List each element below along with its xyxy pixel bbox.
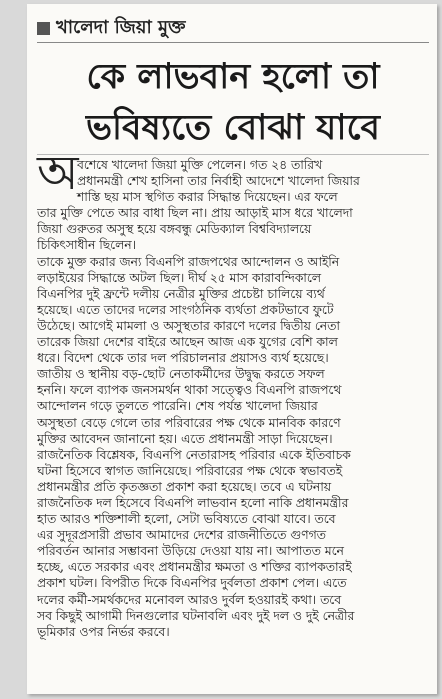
- article-line: প্রধানমন্ত্রী শেখ হাসিনা তার নির্বাহী আদেশে খালেদা জিয়ার: [77, 174, 360, 189]
- article-line: বশেষে খালেদা জিয়া মুক্তি পেলেন। গত ২৪ তারিখ: [77, 158, 323, 172]
- headline: [35, 52, 431, 154]
- article-line: ধরে। বিদেশ থেকে তার দল পরিচালনার প্রয়াসও ব্যর্থ হয়েছে।: [37, 351, 329, 366]
- article-line: আন্দোলন গড়ে তুলতে পারেনি। শেষ পর্যন্ত খালেদা জিয়ার: [37, 399, 318, 414]
- headline-line-2: ভবিষ্যতে বোঝা যাবে: [85, 108, 381, 148]
- article-line: এর সুদূরপ্রসারী প্রভাব আমাদের দেশের রাজনীতিতে গুণগত: [37, 528, 326, 543]
- article-line: সব কিছুই আগামী দিনগুলোর ঘটনাবলি এবং দুই দল ও দুই নেত্রীর: [37, 608, 355, 623]
- article-line: তাকে মুক্ত করার জন্য বিএনপি রাজপথের আন্দোলন ও আইনি: [37, 254, 340, 269]
- headline-divider: [37, 154, 429, 155]
- article-line: মুক্তির আবেদন জানানো হয়। এতে প্রধানমন্ত্রী সাড়া দিয়েছেন।: [37, 431, 333, 446]
- article-line: ভূমিকার ওপর নির্ভর করবে।: [37, 624, 170, 639]
- article-line: প্রকাশ ঘটল। বিপরীত দিকে বিএনপির দুর্বলতা প্রকাশ পেল। এতে: [37, 576, 347, 591]
- article-line: জিয়া গুরুতর অসুস্থ হয়ে বঙ্গবন্ধু মেডিক্যাল বিশ্ববিদ্যালয়ে: [37, 222, 312, 237]
- drop-cap: অ: [37, 145, 79, 201]
- article-line: পরিবর্তন আনার সম্ভাবনা উড়িয়ে দেওয়া যায় না। আপাতত মনে: [37, 544, 344, 559]
- article-line: হচ্ছে, এতে সরকার এবং প্রধানমন্ত্রীর ক্ষমতা ও শক্তির ব্যাপকতারই: [37, 560, 352, 575]
- article-line: শাস্তি ছয় মাস স্থগিত করার সিদ্ধান্ত দিয়েছেন। এর ফলে: [77, 190, 338, 205]
- article-line: রাজনৈতিক দল হিসেবে বিএনপি লাভবান হলো নাকি প্রধানমন্ত্রীর: [37, 495, 349, 510]
- article-line: হাত আরও শক্তিশালী হলো, সেটা ভবিষ্যতে বোঝা যাবে। তবে: [37, 512, 336, 527]
- section-kicker: [37, 13, 185, 44]
- article-line: তার মুক্তি পেতে আর বাধা ছিল না। প্রায় আড়াই মাস ধরে খালেদা: [37, 206, 353, 221]
- bullet-square-icon: [37, 22, 50, 35]
- article-line: দলের কর্মী-সমর্থকদের মনোবল আরও দুর্বল হওয়ারই কথা। তবে: [37, 592, 342, 607]
- article-line: অসুস্থতা বেড়ে গেলে তার পরিবারের পক্ষ থেকে মানবিক কারণে: [37, 415, 341, 430]
- headline-line-1: কে লাভবান হলো তা: [86, 57, 380, 97]
- kicker-divider: [37, 42, 429, 43]
- article-line: রাজনৈতিক বিশ্লেষক, বিএনপি নেতারাসহ পরিবার একে ইতিবাচক: [37, 447, 351, 462]
- article-line: উঠেছে। আগেই মামলা ও অসুস্থতার কারণে দলের দ্বিতীয় নেতা: [37, 318, 340, 333]
- article-line: ঘটনা হিসেবে স্বাগত জানিয়েছে। পরিবারের পক্ষ থেকে স্বভাবতই: [37, 463, 343, 478]
- article-line: বিএনপির দুই ফ্রন্টে দলীয় নেত্রীর মুক্তির প্রচেষ্টা চালিয়ে ব্যর্থ: [37, 286, 325, 301]
- article-line: চিকিৎসাধীন ছিলেন।: [37, 238, 137, 253]
- kicker-text: খালেদা জিয়া মুক্ত: [56, 17, 186, 38]
- article-line: লড়াইয়ের সিদ্ধান্তে অটল ছিল। দীর্ঘ ২৫ মাস কারাবন্দিকালে: [37, 270, 321, 285]
- article-line: হননি। ফলে ব্যাপক জনসমর্থন থাকা সত্ত্বেও বিএনপি রাজপথে: [37, 383, 342, 398]
- article-line: প্রধানমন্ত্রীর প্রতি কৃতজ্ঞতা প্রকাশ করা হয়েছে। তবে এ ঘটনায়: [37, 479, 332, 494]
- article-line: হয়েছে। এতে তাদের দলের সাংগঠনিক ব্যর্থতা প্রকটভাবে ফুটে: [37, 302, 334, 317]
- article-line: তারেক জিয়া দেশের বাইরে আছেন আজ এক যুগের বেশি কাল: [37, 335, 338, 350]
- article-line: জাতীয় ও স্থানীয় বড়-ছোট নেতাকর্মীদের উদ্বুদ্ধ করতে সফল: [37, 367, 325, 382]
- newspaper-clipping: [27, 4, 437, 694]
- article-body: [37, 157, 431, 640]
